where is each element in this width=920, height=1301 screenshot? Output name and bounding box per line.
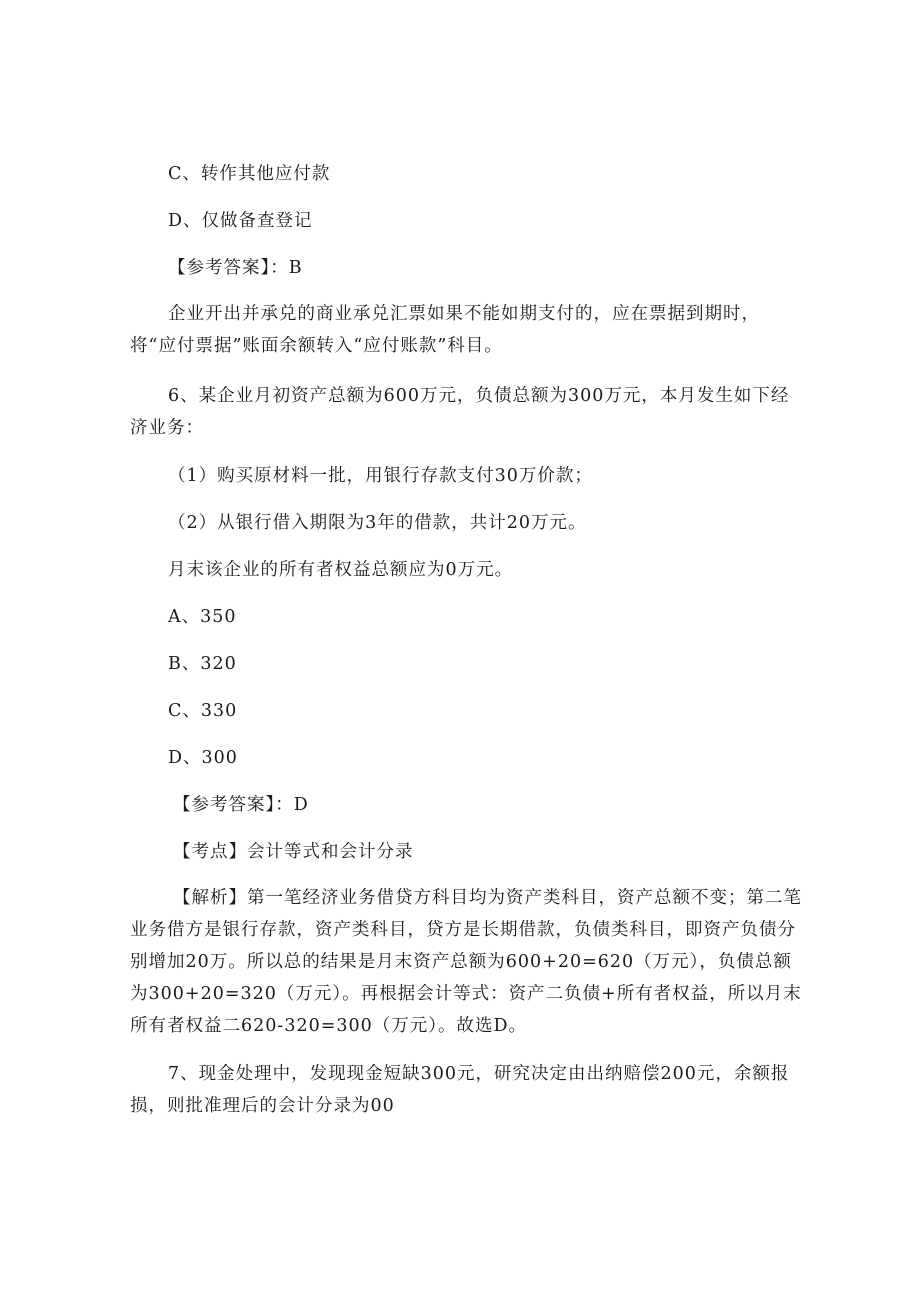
option-d: D、仅做备查登记: [168, 211, 313, 231]
question-stem: 7、现金处理中，发现现金短缺300元，研究决定由出纳赔偿200元，余额报损，则批准理后的会计分录为00: [130, 1064, 790, 1116]
question-stem: 6、某企业月初资产总额为600万元，负债总额为300万元，本月发生如下经济业务：: [130, 386, 790, 438]
question-prompt: 月末该企业的所有者权益总额应为0万元。: [168, 560, 514, 580]
question-item-1: （1）购买原材料一批，用银行存款支付30万价款；: [168, 466, 593, 486]
option-d: D、300: [168, 748, 238, 768]
option-c: C、330: [168, 701, 238, 721]
reference-answer: 【参考答案】：D: [173, 795, 309, 815]
option-b: B、320: [168, 654, 237, 674]
question-item-2: （2）从银行借入期限为3年的借款，共计20万元。: [168, 513, 587, 533]
option-a: A、350: [168, 607, 237, 627]
answer-explanation: 企业开出并承兑的商业承兑汇票如果不能如期支付的，应在票据到期时，将“应付票据”账面余额转入“应付账款”科目。: [130, 304, 760, 356]
key-point: 【考点】会计等式和会计分录: [173, 842, 414, 862]
reference-answer: 【参考答案】：B: [168, 258, 303, 278]
analysis-paragraph: 【解析】第一笔经济业务借贷方科目均为资产类科目，资产总额不变；第二笔业务借方是银行存款，资产类科目，贷方是长期借款，负债类科目，即资产负债分别增加20万。所以总的结果是月末资产总额为600+20=620（万元），负债总额为300+20=320（万元）。再根据会计等式：资产二负债+所有者权益，所以月末所有者权益二620-320=300（万元）。故选D。: [130, 888, 802, 1036]
option-c: C、转作其他应付款: [168, 164, 331, 184]
